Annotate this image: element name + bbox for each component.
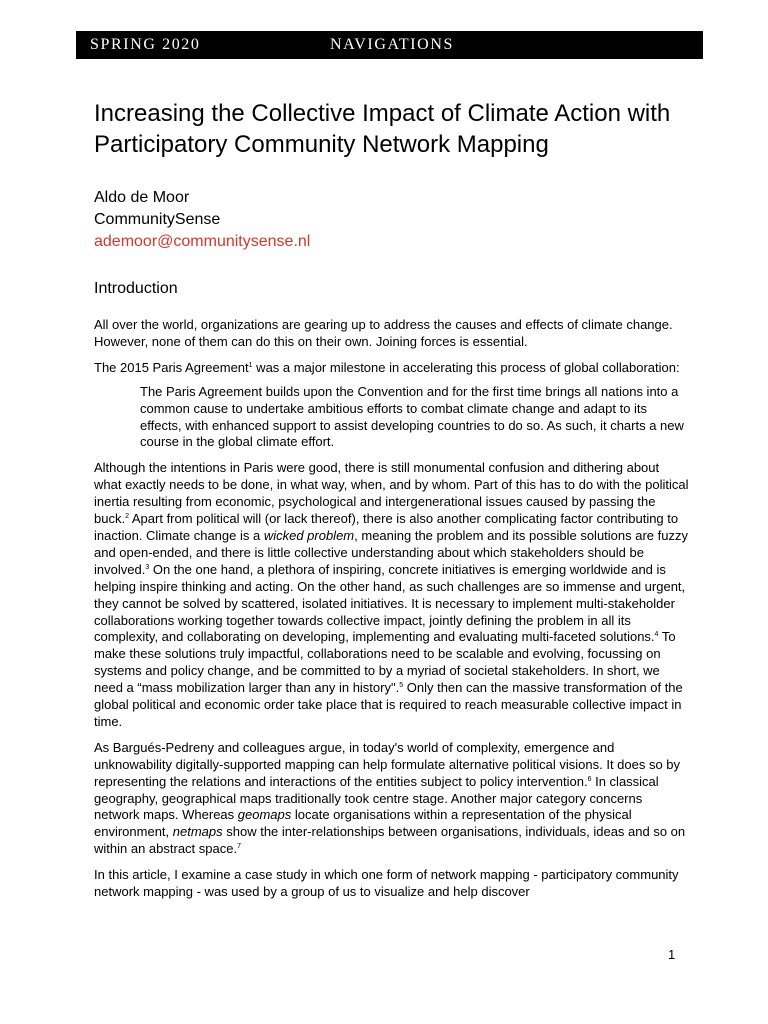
p3-text-b: Apart from political will (or lack thereof), there is also another complicating factor contributing to inaction. Climate change is a: [94, 511, 679, 543]
paragraph-2: [94, 360, 690, 377]
p3-emphasis: wicked problem: [263, 527, 355, 543]
paragraph-3: [94, 460, 690, 731]
paragraph-5: In this article, I examine a case study in which one form of network mapping - participatory community network mapping - was used by a group of us to visualize and help discover: [94, 867, 679, 900]
p4-text-b: In classical geography, geographical maps traditionally took centre stage. Another major category concerns network maps. Whereas: [94, 773, 659, 823]
author-block: [94, 187, 690, 253]
p4-emphasis-geomaps: geomaps: [237, 807, 292, 823]
p4-text-c: locate organisations within a representation of the physical environment,: [94, 807, 632, 840]
journal-issue: SPRING 2020: [90, 36, 201, 53]
author-email-link[interactable]: ademoor@communitysense.nl: [94, 233, 311, 250]
block-quote: The Paris Agreement builds upon the Convention and for the first time brings all nations into a common cause to undertake ambitious efforts to combat climate change and adapt to its effects, with enhanced support to assist developing countries to do so. As such, it charts a new course in the global climate effort.: [140, 383, 684, 450]
p3-text-c: , meaning the problem and its possible solutions are fuzzy and open-ended, and there is little collective understanding about which stakeholders should be involved.: [94, 527, 688, 577]
footnote-ref-3[interactable]: 3: [145, 563, 150, 571]
p2-text-a: The 2015 Paris Agreement: [94, 359, 249, 375]
article-body: [94, 98, 690, 901]
footnote-ref-5[interactable]: 5: [399, 682, 404, 690]
running-header: [76, 31, 703, 59]
footnote-ref-2[interactable]: 2: [125, 513, 129, 521]
page-number: 1: [668, 947, 676, 962]
footnote-ref-4[interactable]: 4: [654, 631, 659, 639]
p4-emphasis-netmaps: netmaps: [172, 824, 223, 840]
section-heading: Introduction: [94, 280, 178, 297]
p4-text-a: As Bargués-Pedreny and colleagues argue, in today's world of complexity, emergence and unknowability digitally-supported mapping can help formulate alternative political visions. It does so by representing the relations and interactions of the entities subject to policy intervention.: [94, 739, 681, 789]
p3-text-a: Although the intentions in Paris were good, there is still monumental confusion and dithering about what exactly needs to be done, in what way, when, and by whom. Part of this has to do with the political inertia resulting from economic, psychological and intergenerational issues caused by passing the buck.: [94, 460, 689, 527]
p2-text-b: was a major milestone in accelerating this process of global collaboration:: [252, 359, 680, 375]
p3-text-e: To make these solutions truly impactful, collaborations need to be scalable and evolving, focussing on systems and policy change, and be committed to by a myriad of societal stakeholders. In short, we need a “mass mobilization larger than any in history".: [94, 629, 676, 696]
paragraph-1: All over the world, organizations are gearing up to address the causes and effects of climate change. However, none of them can do this on their own. Joining forces is essential.: [94, 317, 673, 349]
author-name: Aldo de Moor: [94, 189, 190, 206]
article-title: Increasing the Collective Impact of Climate Action with Participatory Community Network Mapping: [94, 100, 671, 158]
footnote-ref-6[interactable]: 6: [587, 775, 592, 783]
journal-name: NAVIGATIONS: [330, 36, 454, 53]
author-affiliation: CommunitySense: [94, 211, 221, 228]
p3-text-f: Only then can the massive transformation of the global political and economic order take place that is required to reach measurable collective impact in time.: [94, 680, 683, 729]
p3-text-d: On the one hand, a plethora of inspiring, concrete initiatives is emerging worldwide and is helping inspire thinking and acting. On the other hand, as such challenges are so immense and urgent, they cannot be solved by scattered, isolated initiatives. It is necessary to implement multi-stakeholder collaborations working together towards collective impact, jointly defining the problem in all its complexity, and collaborating on developing, implementing and evaluating multi-faceted solutions.: [94, 561, 686, 645]
p4-text-d: show the inter-relationships between organisations, individuals, ideas and so on within an abstract space.: [94, 824, 686, 857]
footnote-ref-1[interactable]: 1: [248, 361, 253, 369]
paragraph-4: [94, 740, 690, 858]
footnote-ref-7[interactable]: 7: [237, 843, 241, 851]
